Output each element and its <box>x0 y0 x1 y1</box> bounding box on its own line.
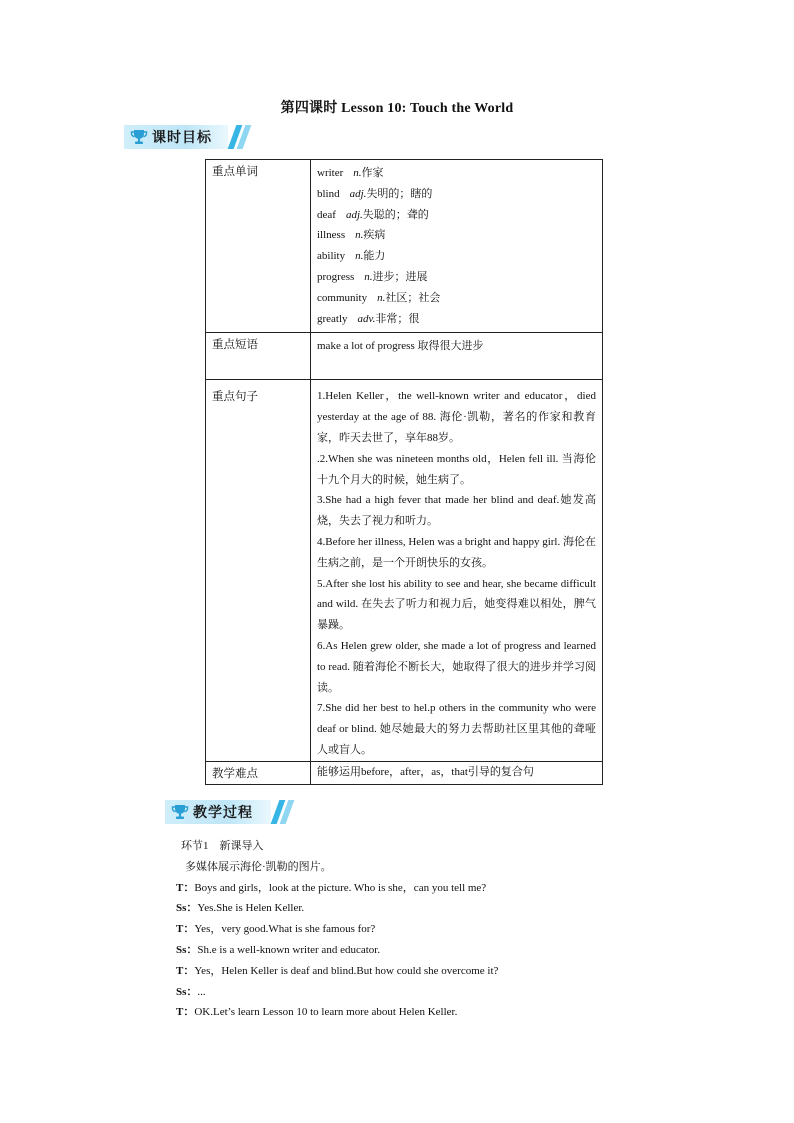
difficulty-cell: 能够运用before，after，as，that引导的复合句 <box>311 761 603 784</box>
process-banner <box>165 800 287 824</box>
sentence-item: 3.She had a high fever that made her blind and deaf.她发高烧，失去了视力和听力。 <box>317 494 596 528</box>
key-words-label: 重点单词 <box>206 160 311 333</box>
trophy-icon <box>130 128 148 146</box>
dialogue-line: T：Yes，very good.What is she famous for? <box>176 923 376 936</box>
objectives-banner <box>124 125 244 149</box>
dialogue-line: Ss：Yes.She is Helen Keller. <box>176 902 305 915</box>
key-sentences-cell <box>311 380 603 761</box>
word-item: writer n.作家 <box>317 167 384 179</box>
sentence-item: 7.She did her best to hel.p others in the community who were deaf or blind. 她尽她最大的努力去帮助社区里其他的聋哑人或盲人。 <box>317 702 596 756</box>
word-item: illness n.疾病 <box>317 229 386 242</box>
trophy-icon <box>171 803 189 821</box>
key-phrases-label: 重点短语 <box>206 333 311 380</box>
process-body <box>177 836 617 1023</box>
word-item: ability n.能力 <box>317 250 386 263</box>
step-heading: 环节1 新课导入 <box>181 840 264 852</box>
sentence-item: .2.When she was nineteen months old，Helen fell ill. 当海伦十九个月大的时候，她生病了。 <box>317 452 596 486</box>
key-words-cell <box>311 160 603 333</box>
sentence-item: 5.After she lost his ability to see and hear, she became difficult and wild. 在失去了听力和视力后，她变得难以相处，脾气暴躁。 <box>317 577 596 632</box>
process-label: 教学过程 <box>193 805 253 821</box>
difficulty-row <box>206 761 603 784</box>
sentence-item: 1.Helen Keller，the well-known writer and educator，died yesterday at the age of 88. 海伦·凯勒，著名的作家和教育家，昨天去世了，享年88岁。 <box>317 390 596 444</box>
difficulty-label: 教学难点 <box>206 761 311 784</box>
sentence-item: 4.Before her illness, Helen was a bright and happy girl. 海伦在生病之前，是一个开朗快乐的女孩。 <box>317 535 596 569</box>
key-phrases-cell: make a lot of progress 取得很大进步 <box>311 333 603 380</box>
key-sentences-row <box>206 380 603 761</box>
sentence-item: 6.As Helen grew older, she made a lot of progress and learned to read. 随着海伦不断长大，她取得了很大的进步并学习阅读。 <box>317 639 596 694</box>
dialogue-line: Ss：Sh.e is a well-known writer and educator. <box>176 943 381 956</box>
dialogue-line: Ss：... <box>176 985 206 998</box>
objectives-label: 课时目标 <box>152 130 212 146</box>
key-phrases-row <box>206 333 603 380</box>
dialogue-line: T：Yes，Helen Keller is deaf and blind.But how could she overcome it? <box>176 964 499 977</box>
key-sentences-label: 重点句子 <box>206 380 311 761</box>
word-item: progress n.进步；进展 <box>317 270 428 283</box>
word-item: deaf adj.失聪的；聋的 <box>317 208 429 221</box>
step-intro: 多媒体展示海伦·凯勒的图片。 <box>185 860 332 873</box>
objectives-table <box>205 159 603 785</box>
key-words-row <box>206 160 603 333</box>
page-title: 第四课时 Lesson 10: Touch the World <box>280 101 514 116</box>
word-item: blind adj.失明的；瞎的 <box>317 187 433 200</box>
dialogue-line: T：Boys and girls，look at the picture. Who is she，can you tell me? <box>176 881 487 894</box>
dialogue-line: T：OK.Let’s learn Lesson 10 to learn more about Helen Keller. <box>176 1006 458 1019</box>
word-item: community n.社区；社会 <box>317 291 441 304</box>
word-item: greatly adv.非常；很 <box>317 312 420 325</box>
